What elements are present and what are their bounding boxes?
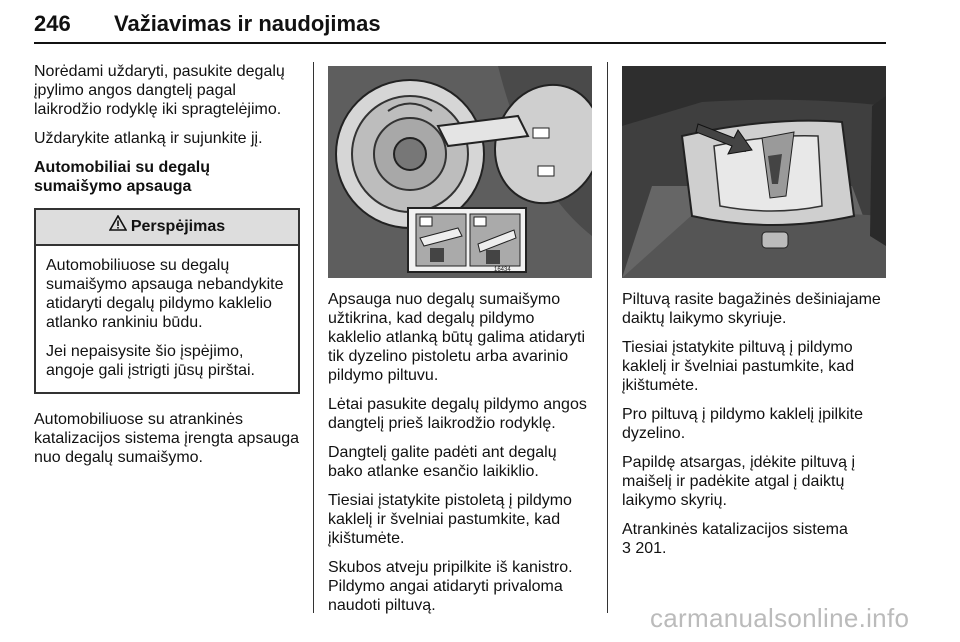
section-heading: Automobiliai su degalų sumaišymo apsauga [34, 159, 211, 195]
column-right [622, 66, 886, 558]
column-middle [328, 66, 592, 625]
reference-text: Atrankinės katalizacijos sistema [622, 521, 848, 538]
warning-box [34, 208, 300, 394]
page-reference: 3 201. [622, 540, 667, 557]
page-header [34, 8, 886, 44]
warning-triangle-icon [109, 210, 127, 244]
paragraph: Pro piltuvą į pildymo kaklelį įpilkite dyzelino. [622, 406, 863, 442]
column-divider [607, 62, 608, 613]
paragraph: Dangtelį galite padėti ant degalų bako atlanke esančio laikiklio. [328, 444, 557, 480]
paragraph: Lėtai pasukite degalų pildymo angos dangtelį prieš laikrodžio rodyklę. [328, 396, 587, 432]
paragraph: Skubos atveju pripilkite iš kanistro. Pildymo angai atidaryti privaloma naudoti piltuvą. [328, 559, 573, 614]
warning-text: Jei nepaisysite šio įspėjimo, angoje gali įstrigti jūsų pirštai. [46, 343, 255, 379]
paragraph [622, 520, 886, 558]
fuel-cap-illustration [328, 66, 592, 278]
column-left [34, 62, 300, 477]
paragraph: Tiesiai įstatykite pistoletą į pildymo kaklelį ir švelniai pastumkite, kad įkištumėte. [328, 492, 572, 547]
figure-id: 16434 [494, 267, 511, 273]
watermark: carmanualsonline.info [650, 603, 910, 633]
page-number: 246 [34, 11, 71, 36]
page-title: Važiavimas ir naudojimas [114, 11, 381, 36]
paragraph: Papildę atsargas, įdėkite piltuvą į maišelį ir padėkite atgal į daiktų laikymo skyrių. [622, 454, 856, 509]
paragraph: Apsauga nuo degalų sumaišymo užtikrina, kad degalų pildymo kaklelio atlanką būtų galima atidaryti tik dyzelino pistoletu arba avarinio pildymo piltuvu. [328, 291, 586, 384]
paragraph: Tiesiai įstatykite piltuvą į pildymo kaklelį ir švelniai pastumkite, kad įkištumėte. [622, 339, 855, 394]
trunk-funnel-illustration [622, 66, 886, 278]
paragraph: Piltuvą rasite bagažinės dešiniajame daiktų laikymo skyriuje. [622, 291, 881, 327]
warning-text: Automobiliuose su degalų sumaišymo apsauga nebandykite atidaryti degalų pildymo kaklelio atlanko rankiniu būdu. [46, 257, 284, 331]
paragraph: Uždarykite atlanką ir sujunkite jį. [34, 130, 263, 147]
warning-header [36, 210, 298, 246]
column-divider [313, 62, 314, 613]
paragraph: Norėdami uždaryti, pasukite degalų įpylimo angos dangtelį pagal laikrodžio rodyklę iki spragtelėjimo. [34, 63, 285, 118]
warning-title: Perspėjimas [130, 218, 226, 236]
paragraph: Automobiliuose su atrankinės katalizacijos sistema įrengta apsauga nuo degalų sumaišymo. [34, 411, 300, 466]
warning-body [36, 246, 298, 392]
